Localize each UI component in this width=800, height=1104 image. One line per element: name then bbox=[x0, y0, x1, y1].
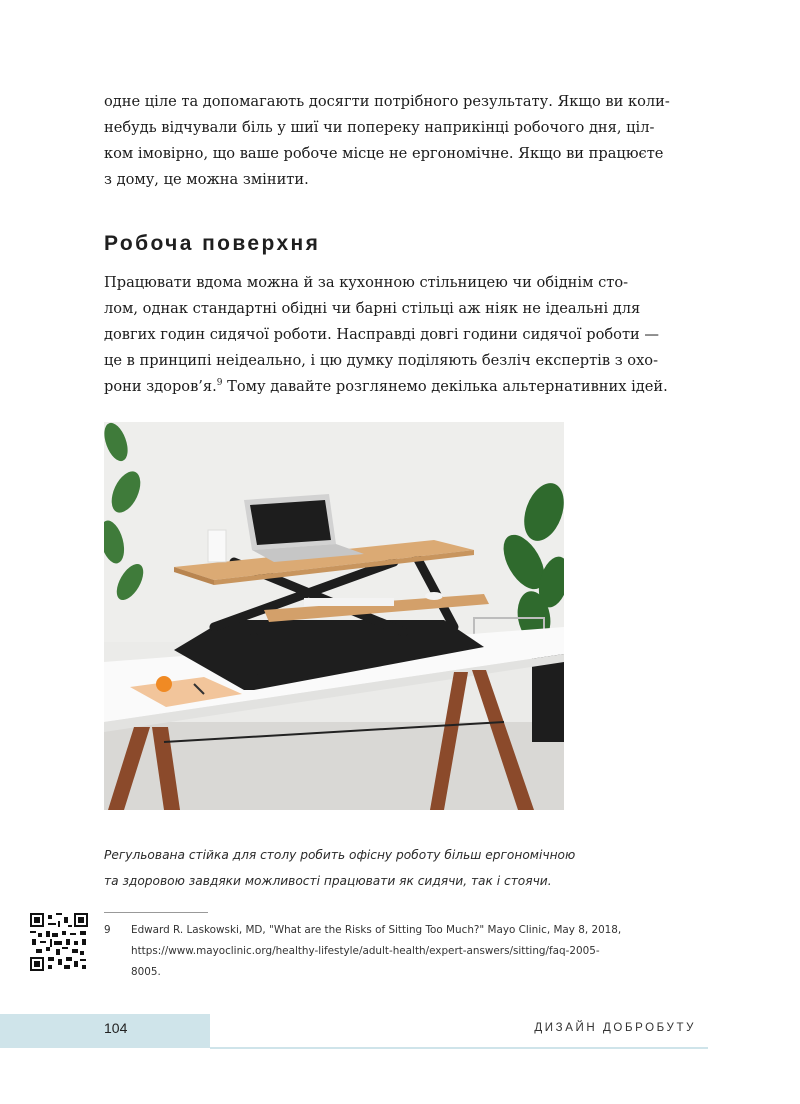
text-segment: рони здоров’я. bbox=[104, 378, 217, 395]
footnote-link[interactable]: https://www.mayoclinic.org/healthy-lifestyle/adult-health/expert-answers/sitting/faq-2005- bbox=[131, 945, 600, 957]
text-line bbox=[104, 374, 686, 400]
section-heading: Робоча поверхня bbox=[104, 232, 321, 255]
text-line: довгих годин сидячої роботи. Насправді довгі години сидячої роботи — bbox=[104, 326, 659, 343]
footnote-reference[interactable]: 9 bbox=[216, 378, 223, 389]
footer-accent-rule bbox=[210, 1047, 708, 1049]
text-line: одне ціле та допомагають досягти потрібного результату. Якщо ви коли- bbox=[104, 93, 670, 110]
footnote-line: Edward R. Laskowski, MD, "What are the Risks of Sitting Too Much?" Mayo Clinic, May 8, 2018, bbox=[131, 924, 622, 936]
caption-line: Регульована стійка для столу робить офісну роботу більш ергономічною bbox=[104, 848, 576, 862]
running-title: ДИЗАЙН ДОБРОБУТУ bbox=[534, 1022, 696, 1034]
body-paragraph-1 bbox=[104, 89, 686, 193]
text-segment: Тому давайте розглянемо декілька альтернативних ідей. bbox=[222, 378, 668, 395]
text-line: з дому, це можна змінити. bbox=[104, 171, 309, 188]
figure-caption bbox=[104, 842, 624, 894]
text-line: це в принципі неідеально, і цю думку поділяють безліч експертів з охо- bbox=[104, 352, 659, 369]
text-line: ком імовірно, що ваше робоче місце не ергономічне. Якщо ви працюєте bbox=[104, 145, 664, 162]
standing-desk-photo bbox=[104, 422, 564, 810]
footnote-number: 9 bbox=[104, 924, 111, 936]
text-line: лом, однак стандартні обідні чи барні стільці аж ніяк не ідеальні для bbox=[104, 300, 641, 317]
footnote-line: 8005. bbox=[131, 966, 161, 978]
footnote-text bbox=[131, 920, 696, 983]
page-number: 104 bbox=[104, 1020, 128, 1036]
text-line: Працювати вдома можна й за кухонною стільницею чи обіднім сто- bbox=[104, 274, 629, 291]
footnote-divider bbox=[104, 912, 208, 913]
body-paragraph-2 bbox=[104, 270, 686, 400]
text-line: небудь відчували біль у шиї чи попереку наприкінці робочого дня, цiл- bbox=[104, 119, 655, 136]
caption-line: та здоровою завдяки можливості працювати як сидячи, так і стоячи. bbox=[104, 874, 552, 888]
qr-code-icon[interactable] bbox=[30, 913, 88, 971]
